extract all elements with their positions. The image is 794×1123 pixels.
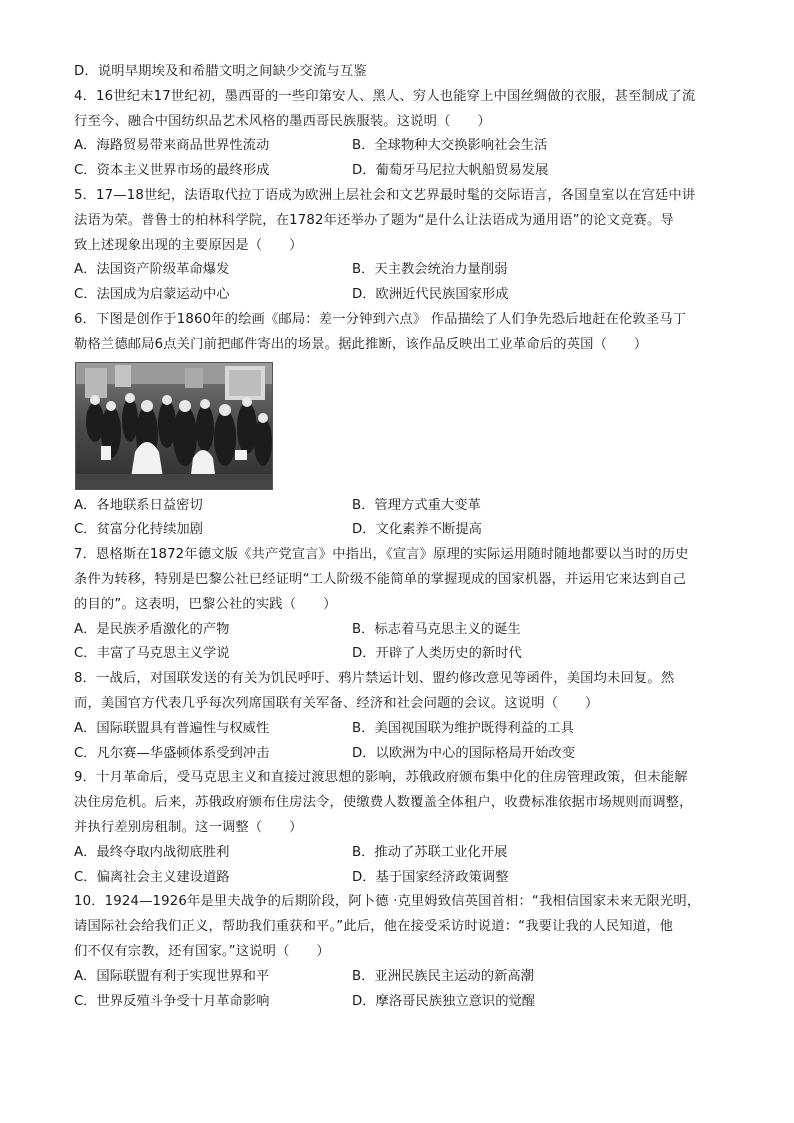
option-a[interactable]: A．国际联盟具有普遍性与权威性 xyxy=(74,720,270,736)
question-stem-line: 勒格兰德邮局6点关门前把邮件寄出的场景。据此推断，该作品反映出工业革命后的英国（ ） xyxy=(74,336,648,352)
options-row xyxy=(74,618,724,643)
question-stem-line: 7．恩格斯在1872年德文版《共产党宣言》中指出，《宣言》原理的实际运用随时随地都要以当时的历史 xyxy=(74,547,689,563)
question-8 xyxy=(74,667,724,766)
options-row xyxy=(74,866,724,891)
question-stem-line: 4．16世纪末17世纪初，墨西哥的一些印第安人、黑人、穷人也能穿上中国丝绸做的衣服，甚至制成了流 xyxy=(74,88,696,104)
option-a[interactable]: A．最终夺取内战彻底胜利 xyxy=(74,844,230,860)
question-stem-line: 8．一战后，对国联发送的有关为饥民呼吁、鸦片禁运计划、盟约修改意见等函件，美国均未回复。然 xyxy=(74,671,675,687)
question-stem-line: 致上述现象出现的主要原因是（ ） xyxy=(74,237,303,253)
question-stem-line: 而，美国官方代表几乎每次列席国联有关军备、经济和社会问题的会议。这说明（ ） xyxy=(74,695,599,711)
option-d[interactable]: D．欧洲近代民族国家形成 xyxy=(352,287,509,303)
options-row xyxy=(74,841,724,866)
question-stem-line: 法语为荣。普鲁士的柏林科学院，在1782年还举办了题为“是什么让法语成为通用语”的论文竞赛。导 xyxy=(74,212,674,228)
options-row xyxy=(74,258,724,283)
option-b[interactable]: B．美国视国联为维护既得利益的工具 xyxy=(352,720,574,736)
option-b[interactable]: B．天主教会统治力量削弱 xyxy=(352,262,508,278)
option-c[interactable]: C．世界反殖斗争受十月革命影响 xyxy=(74,993,270,1009)
question-stem-line: 10．1924—1926年是里夫战争的后期阶段，阿卜德 ·克里姆致信英国首相：“我相信国家未来无限光明， xyxy=(74,894,701,910)
question-6 xyxy=(74,308,724,543)
option-d[interactable]: D．文化素养不断提高 xyxy=(352,522,482,538)
question-stem-line: 并执行差别房租制。这一调整（ ） xyxy=(74,819,303,835)
question-stem-line: 的目的”。这表明，巴黎公社的实践（ ） xyxy=(74,596,337,612)
options-row xyxy=(74,518,724,543)
question-stem-line: 9．十月革命后，受马克思主义和直接过渡思想的影响，苏俄政府颁布集中化的住房管理政策，但未能解 xyxy=(74,770,688,786)
option-c[interactable]: C．贫富分化持续加剧 xyxy=(74,522,203,538)
option-b[interactable]: B．全球物种大交换影响社会生活 xyxy=(352,138,548,154)
option-b[interactable]: B．亚洲民族民主运动的新高潮 xyxy=(352,968,534,984)
option-b[interactable]: B．标志着马克思主义的诞生 xyxy=(352,621,521,637)
options-row xyxy=(74,742,724,767)
question-stem-line: 请国际社会给我们正义，帮助我们重获和平。”此后，他在接受采访时说道：“我要让我的人民知道，他 xyxy=(74,919,674,935)
option-b[interactable]: B．推动了苏联工业化开展 xyxy=(352,844,508,860)
options-row xyxy=(74,494,724,519)
question-4 xyxy=(74,85,724,184)
question-10 xyxy=(74,890,724,1014)
options-row xyxy=(74,642,724,667)
question-stem-line: 条件为转移，特别是巴黎公社已经证明“工人阶级不能简单的掌握现成的国家机器，并运用它来达到自己 xyxy=(74,571,687,587)
option-d[interactable]: D．摩洛哥民族独立意识的觉醒 xyxy=(352,993,536,1009)
option-a[interactable]: A．是民族矛盾激化的产物 xyxy=(74,621,230,637)
option-a[interactable]: A．海路贸易带来商品世界性流动 xyxy=(74,138,270,154)
option-c[interactable]: C．偏离社会主义建设道路 xyxy=(74,869,230,885)
options-row xyxy=(74,965,724,990)
options-row xyxy=(74,134,724,159)
question-stem-line: 6．下图是创作于1860年的绘画《邮局：差一分钟到六点》 作品描绘了人们争先恐后地赶在伦敦圣马丁 xyxy=(74,311,687,327)
question-stem-line: 决住房危机。后来，苏俄政府颁布住房法令，使缴费人数覆盖全体租户，收费标准依据市场规则而调整， xyxy=(74,795,693,811)
question-stem-line: 们不仅有宗教，还有国家。”这说明（ ） xyxy=(74,943,330,959)
options-row xyxy=(74,159,724,184)
question-5 xyxy=(74,184,724,308)
question-7 xyxy=(74,543,724,667)
option-c[interactable]: C．法国成为启蒙运动中心 xyxy=(74,287,230,303)
options-row xyxy=(74,283,724,308)
option-b[interactable]: B．管理方式重大变革 xyxy=(352,497,481,513)
exam-page xyxy=(74,60,724,1014)
option-a[interactable]: A．法国资产阶级革命爆发 xyxy=(74,262,230,278)
option-a[interactable]: A．国际联盟有利于实现世界和平 xyxy=(74,968,270,984)
painting-post-office-image xyxy=(75,362,273,490)
option-c[interactable]: C．资本主义世界市场的最终形成 xyxy=(74,163,270,179)
options-row xyxy=(74,717,724,742)
options-row xyxy=(74,990,724,1015)
q3-option-d[interactable]: D．说明早期埃及和希腊文明之间缺少交流与互鉴 xyxy=(74,64,367,79)
option-d[interactable]: D．以欧洲为中心的国际格局开始改变 xyxy=(352,745,575,761)
option-c[interactable]: C．凡尔赛—华盛顿体系受到冲击 xyxy=(74,745,270,761)
question-9 xyxy=(74,766,724,890)
option-d[interactable]: D．开辟了人类历史的新时代 xyxy=(352,646,522,662)
question-stem-line: 行至今、融合中国纺织品艺术风格的墨西哥民族服装。这说明（ ） xyxy=(74,113,491,129)
option-d[interactable]: D．葡萄牙马尼拉大帆船贸易发展 xyxy=(352,163,549,179)
question-stem-line: 5．17—18世纪，法语取代拉丁语成为欧洲上层社会和文艺界最时髦的交际语言，各国皇室以在宫廷中讲 xyxy=(74,187,696,203)
option-d[interactable]: D．基于国家经济政策调整 xyxy=(352,869,509,885)
option-c[interactable]: C．丰富了马克思主义学说 xyxy=(74,646,230,662)
option-a[interactable]: A．各地联系日益密切 xyxy=(74,497,203,513)
